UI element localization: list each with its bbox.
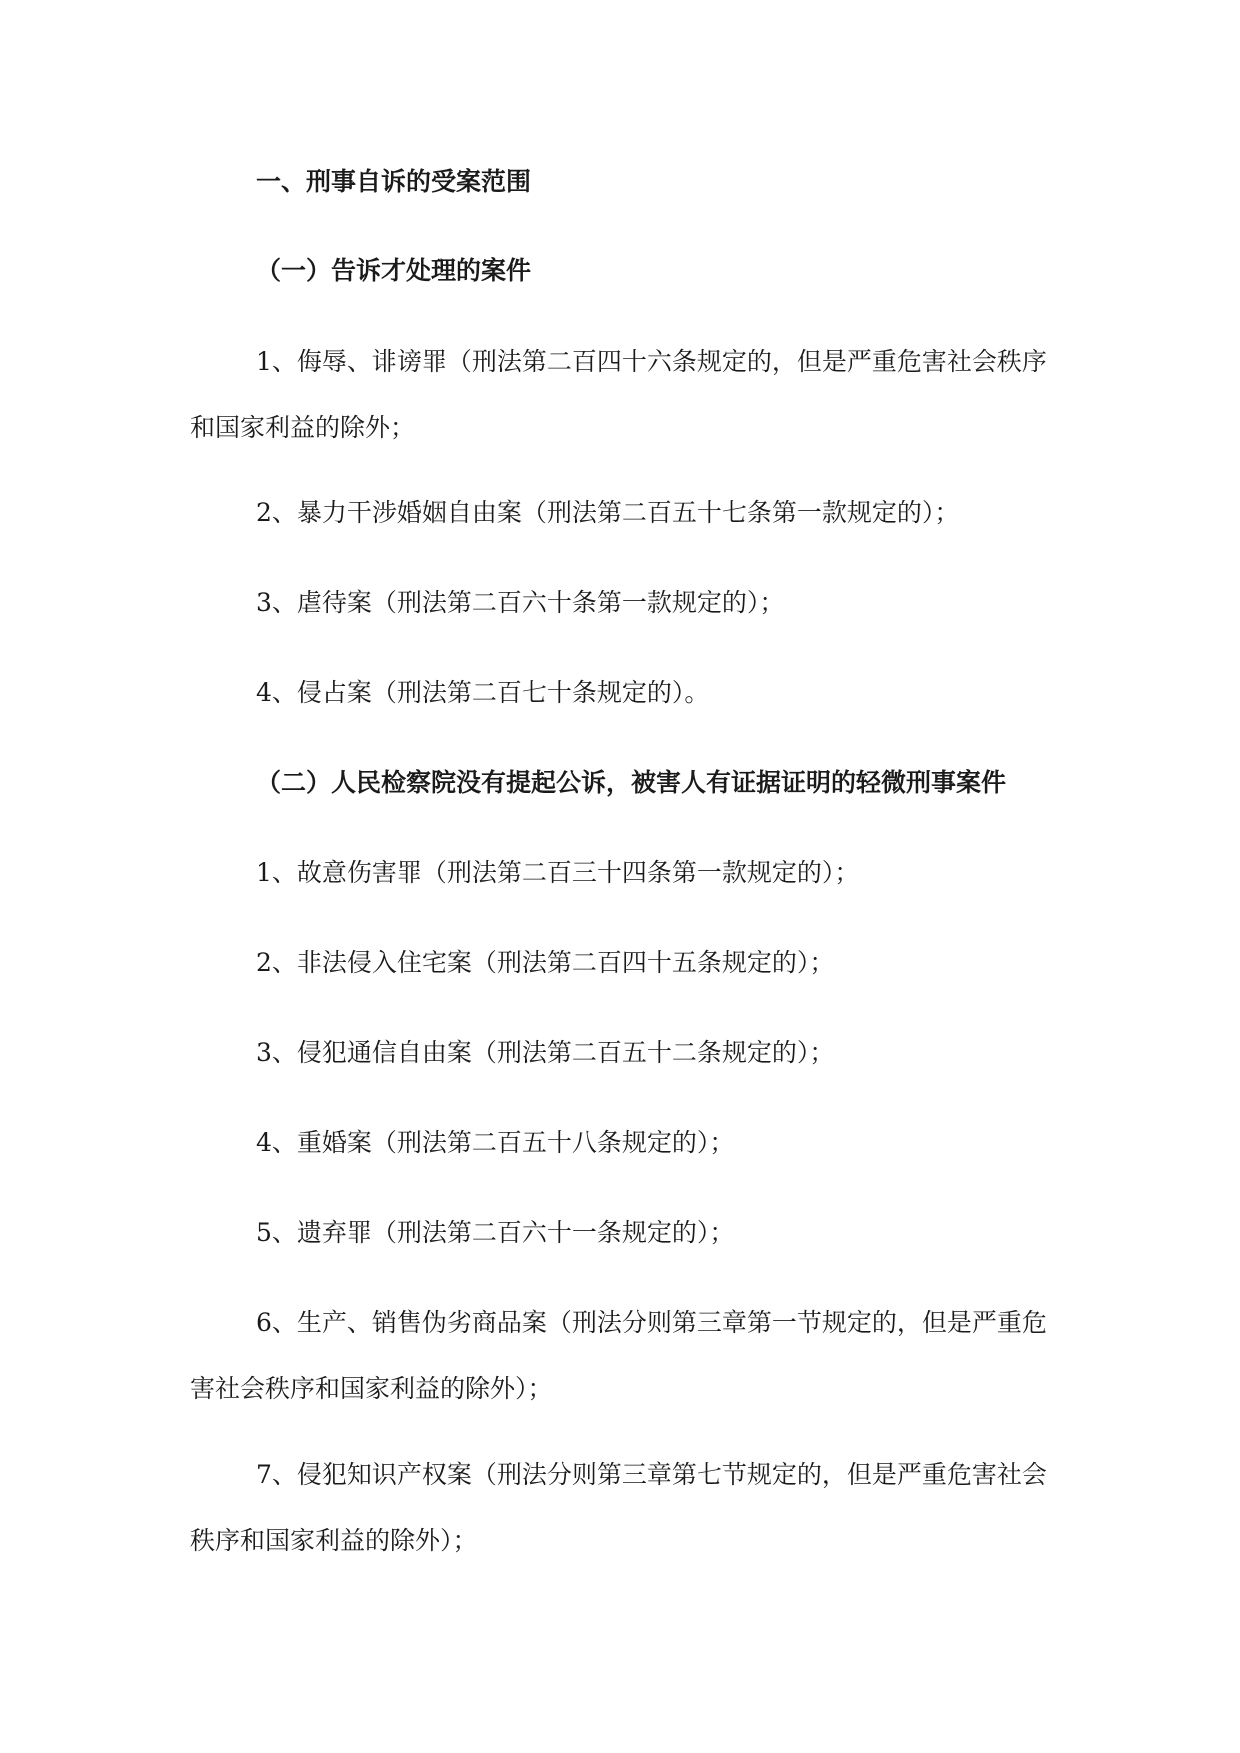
list-item-line-cont: 和国家利益的除外；	[190, 413, 416, 442]
list-item-line: 5、遗弃罪（刑法第二百六十一条规定的）；	[256, 1218, 735, 1247]
list-item-line: 4、重婚案（刑法第二百五十八条规定的）；	[256, 1128, 735, 1157]
list-item-line-cont: 秩序和国家利益的除外）；	[190, 1526, 478, 1555]
list-item-line: 2、非法侵入住宅案（刑法第二百四十五条规定的）；	[256, 948, 835, 977]
list-item-line: 3、虐待案（刑法第二百六十条第一款规定的）；	[256, 588, 785, 617]
list-item-line: 1、故意伤害罪（刑法第二百三十四条第一款规定的）；	[256, 858, 860, 887]
list-item-line: 7、侵犯知识产权案（刑法分则第三章第七节规定的，但是严重危害社会	[256, 1460, 1047, 1489]
list-item-line: 3、侵犯通信自由案（刑法第二百五十二条规定的）；	[256, 1038, 835, 1067]
list-item-line: 4、侵占案（刑法第二百七十条规定的）。	[256, 678, 710, 707]
section-title: 一、刑事自诉的受案范围	[256, 167, 532, 196]
list-item-line: 6、生产、销售伪劣商品案（刑法分则第三章第一节规定的，但是严重危	[256, 1308, 1047, 1337]
subsection-heading-1: （一）告诉才处理的案件	[256, 256, 532, 285]
subsection-heading-2: （二）人民检察院没有提起公诉，被害人有证据证明的轻微刑事案件	[256, 768, 1007, 797]
list-item-line: 1、侮辱、诽谤罪（刑法第二百四十六条规定的，但是严重危害社会秩序	[256, 347, 1047, 376]
list-item-line-cont: 害社会秩序和国家利益的除外）；	[190, 1374, 553, 1403]
list-item-line: 2、暴力干涉婚姻自由案（刑法第二百五十七条第一款规定的）；	[256, 498, 960, 527]
